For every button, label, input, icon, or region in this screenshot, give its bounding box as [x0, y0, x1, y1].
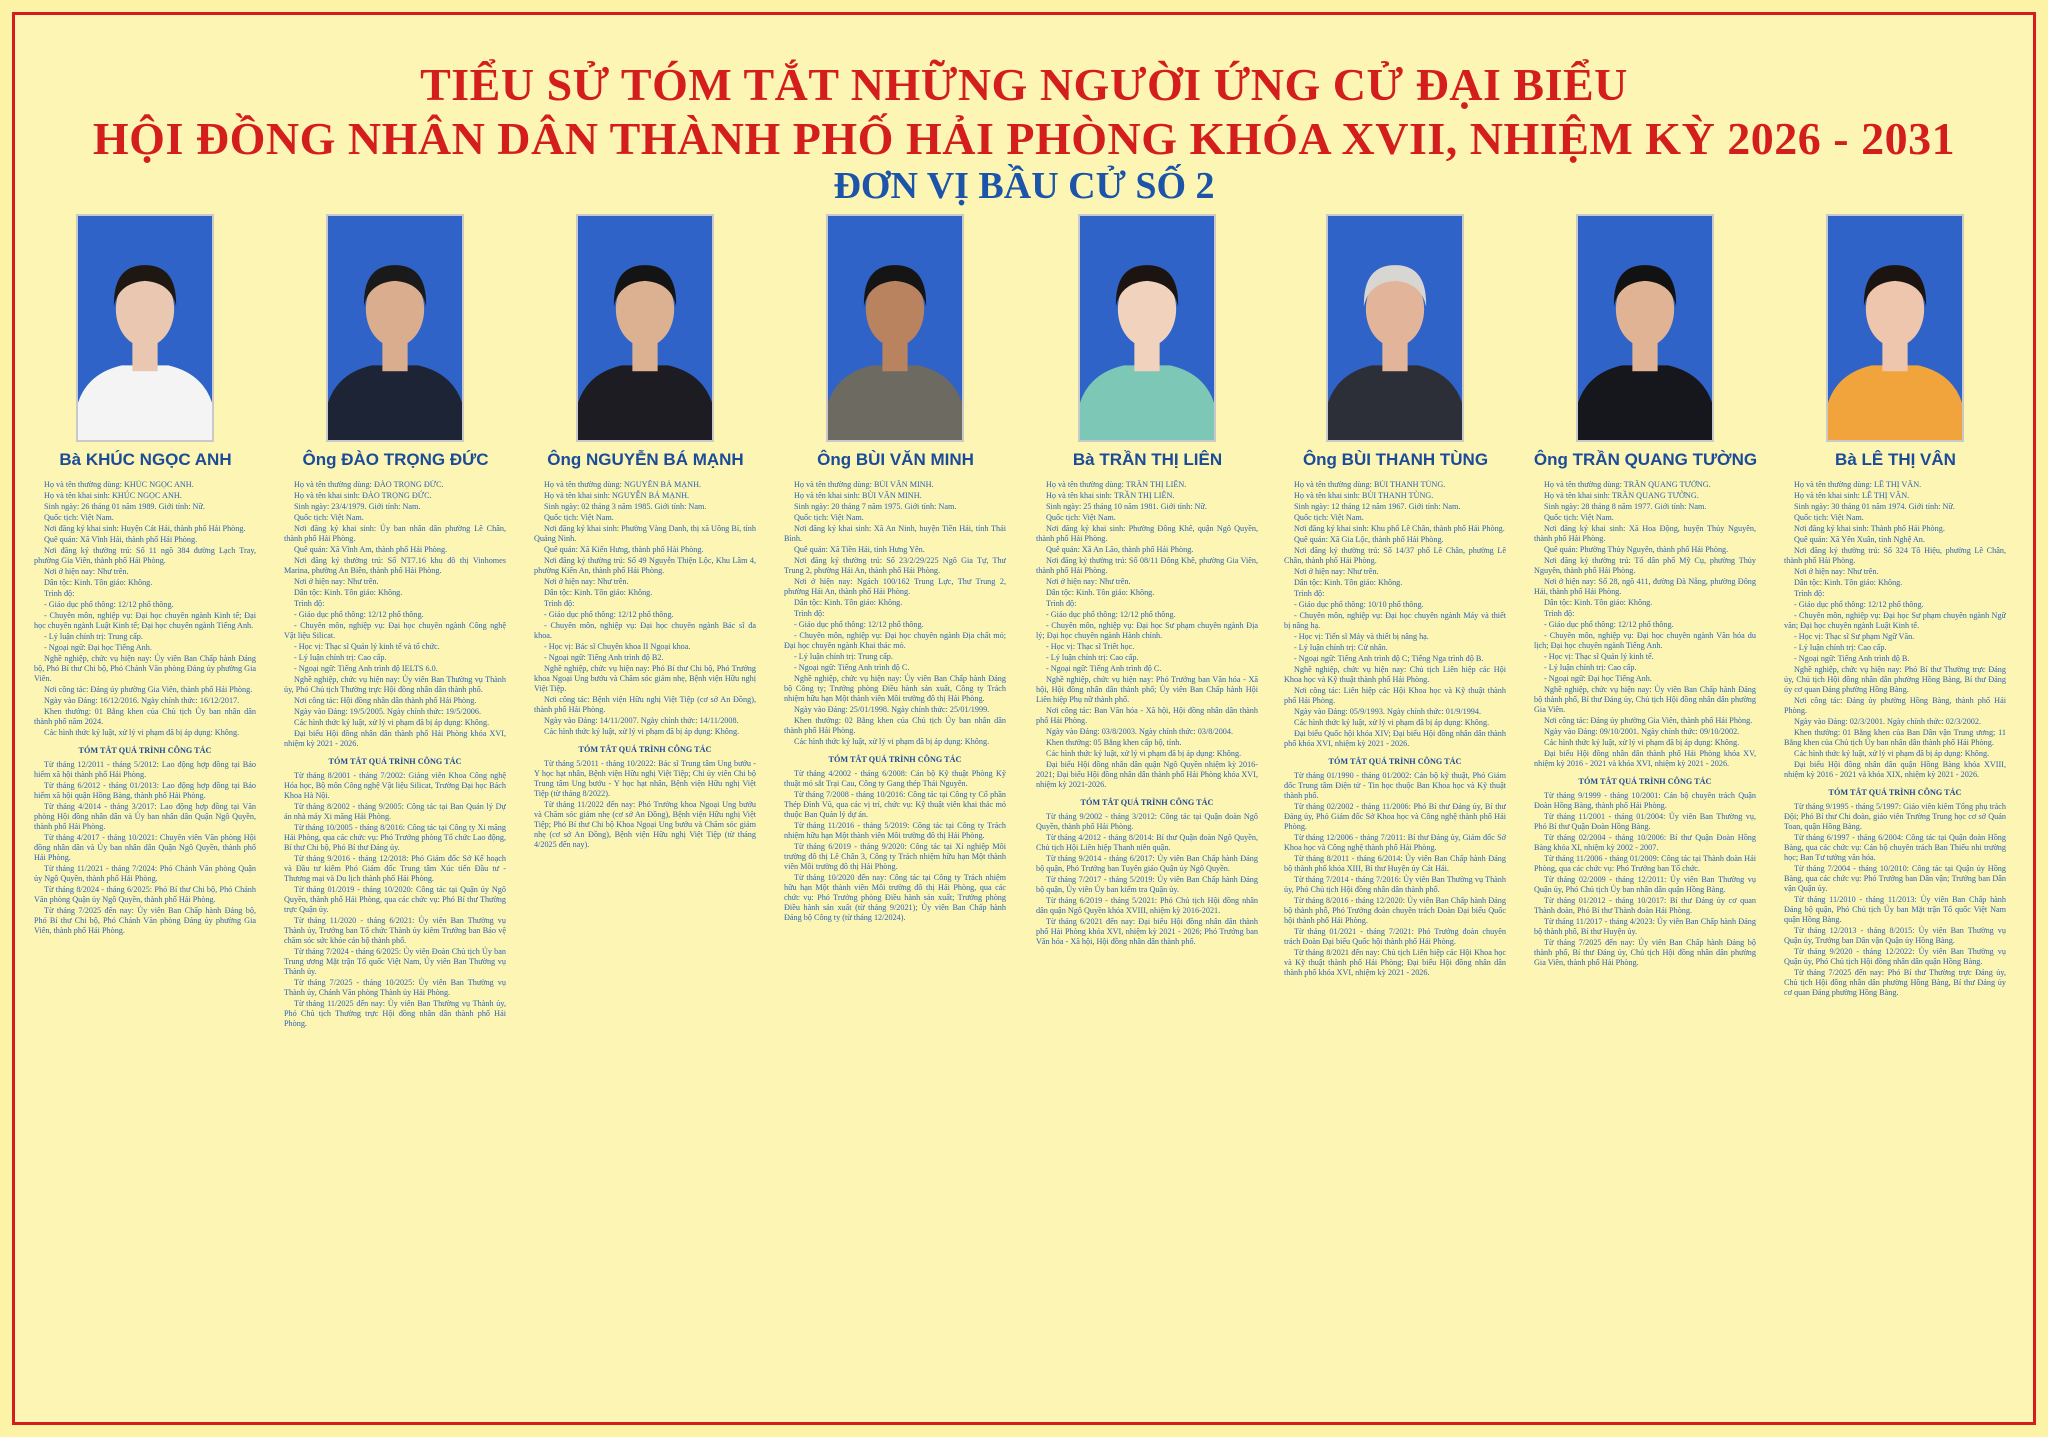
bio-line: Quê quán: Xã Gia Lộc, thành phố Hải Phòng.	[1294, 535, 1444, 544]
bio-line: - Giáo dục phổ thông: 12/12 phổ thông.	[1046, 610, 1176, 619]
bio-line: Quê quán: Xã An Lão, thành phố Hải Phòng.	[1046, 545, 1194, 554]
bio-line: Các hình thức kỷ luật, xử lý vi phạm đã bị áp dụng: Không.	[294, 718, 490, 727]
career-entry: Từ tháng 4/2017 - tháng 10/2021: Chuyên viên Văn phòng Hội đồng nhân dân và Ủy ban nhân dân Quận Ngô Quyền, thành phố Hải Phòng.	[34, 833, 256, 862]
candidate-column	[278, 210, 506, 1420]
bio-line: Nơi công tác: Ban Văn hóa - Xã hội, Hội đồng nhân dân thành phố Hải Phòng.	[1036, 706, 1258, 725]
bio-line: Quốc tịch: Việt Nam.	[44, 513, 114, 522]
career-heading: TÓM TẮT QUÁ TRÌNH CÔNG TÁC	[328, 757, 462, 766]
bio-line: - Lý luận chính trị: Cử nhân.	[1294, 643, 1388, 652]
bio-line: Khen thưởng: 01 Bằng khen của Chủ tịch Ủy ban nhân dân thành phố năm 2024.	[34, 707, 256, 726]
bio-line: Quốc tịch: Việt Nam.	[1294, 513, 1364, 522]
bio-line: Họ và tên khai sinh: KHÚC NGỌC ANH.	[44, 491, 182, 500]
bio-line: Ngày vào Đảng: 19/5/2005. Ngày chính thức: 19/5/2006.	[294, 707, 482, 716]
bio-line: Đại biểu Hội đồng nhân dân quận Hồng Bàng khóa XVIII, nhiệm kỳ 2016 - 2021 và khóa XIX, nhiệm kỳ 2021 - 2026.	[1784, 760, 2006, 779]
candidate-bio	[1036, 480, 1258, 1410]
bio-line: Nơi đăng ký thường trú: Số 23/2/29/225 Ngô Gia Tự, Thư Trung 2, phường Hải An, thành phố Hải Phòng.	[784, 556, 1006, 575]
career-entry: Từ tháng 4/2002 - tháng 6/2008: Cán bộ Kỹ thuật Phòng Kỹ thuật mỏ sắt Trại Cau, Công ty Gang thép Thái Nguyên.	[784, 769, 1006, 788]
bio-line: Các hình thức kỷ luật, xử lý vi phạm đã bị áp dụng: Không.	[794, 737, 990, 746]
bio-line: Các hình thức kỷ luật, xử lý vi phạm đã bị áp dụng: Không.	[1294, 718, 1490, 727]
career-entry: Từ tháng 6/2021 đến nay: Đại biểu Hội đồng nhân dân thành phố Hải Phòng khóa XVI, nhiệm kỳ 2021 - 2026; Phó Trưởng ban Văn hóa - Xã hội, Hội đồng nhân dân thành phố.	[1036, 917, 1258, 946]
bio-line: Quê quán: Xã Vĩnh Hải, thành phố Hải Phòng.	[44, 535, 198, 544]
bio-line: Dân tộc: Kinh. Tôn giáo: Không.	[1294, 578, 1403, 587]
career-entry: Từ tháng 11/2017 - tháng 4/2023: Ủy viên Ban Chấp hành Đảng bộ thành phố, Bí thư Huyện ủy.	[1534, 917, 1756, 936]
bio-line: Quốc tịch: Việt Nam.	[794, 513, 864, 522]
career-entry: Từ tháng 11/2010 - tháng 11/2013: Ủy viên Ban Chấp hành Đảng bộ quận, Phó Chủ tịch Ủy ban Mặt trận Tổ quốc Việt Nam quận Hồng Bàng.	[1784, 895, 2006, 924]
bio-line: Nơi đăng ký khai sinh: Phường Đông Khê, quận Ngô Quyền, thành phố Hải Phòng.	[1036, 524, 1258, 543]
bio-line: Dân tộc: Kinh. Tôn giáo: Không.	[44, 578, 153, 587]
career-entry: Từ tháng 9/2020 - tháng 12/2022: Ủy viên Ban Thường vụ Quận ủy, Phó Chủ tịch Hội đồng nhân dân quận Hồng Bàng.	[1784, 947, 2006, 966]
bio-line: Ngày vào Đảng: 14/11/2007. Ngày chính thức: 14/11/2008.	[544, 716, 739, 725]
bio-line: Sinh ngày: 02 tháng 3 năm 1985. Giới tính: Nam.	[544, 502, 707, 511]
candidate-portrait	[576, 214, 714, 442]
bio-line: Nơi đăng ký khai sinh: Phường Vàng Danh, thị xã Uông Bí, tỉnh Quảng Ninh.	[534, 524, 756, 543]
bio-line: Nơi đăng ký thường trú: Số 14/37 phố Lê Chân, phường Lê Chân, thành phố Hải Phòng.	[1284, 546, 1506, 565]
candidate-bio	[34, 480, 256, 1410]
career-entry: Từ tháng 8/2024 - tháng 6/2025: Phó Bí thư Chi bộ, Phó Chánh Văn phòng Quận ủy Ngô Quyền, thành phố Hải Phòng.	[34, 885, 256, 904]
career-entry: Từ tháng 9/1995 - tháng 5/1997: Giáo viên kiêm Tổng phụ trách Đội; Phó Bí thư Chi đoàn, giáo viên Trường Trung học cơ sở Quán Toan, quận Hồng Bàng.	[1784, 802, 2006, 831]
career-entry: Từ tháng 11/2016 - tháng 5/2019: Công tác tại Công ty Trách nhiệm hữu hạn Một thành viên Môi trường đô thị Hải Phòng.	[784, 821, 1006, 840]
bio-line: Ngày vào Đảng: 02/3/2001. Ngày chính thức: 02/3/2002.	[1794, 717, 1982, 726]
career-entry: Từ tháng 12/2006 - tháng 7/2011: Bí thư Đảng ủy, Giám đốc Sở Khoa học và Công nghệ thành phố Hải Phòng.	[1284, 833, 1506, 852]
bio-line: - Chuyên môn, nghiệp vụ: Đại học chuyên ngành Máy và thiết bị nâng hạ.	[1284, 611, 1506, 630]
bio-line: Đại biểu Hội đồng nhân dân thành phố Hải Phòng khóa XVI, nhiệm kỳ 2021 - 2026.	[284, 729, 506, 748]
bio-line: - Lý luận chính trị: Trung cấp.	[794, 652, 893, 661]
candidate-column	[28, 210, 256, 1420]
bio-line: Quê quán: Xã Yên Xuân, tỉnh Nghệ An.	[1794, 535, 1925, 544]
bio-line: - Giáo dục phổ thông: 10/10 phổ thông.	[1294, 600, 1424, 609]
career-heading: TÓM TẮT QUÁ TRÌNH CÔNG TÁC	[828, 755, 962, 764]
bio-line: - Giáo dục phổ thông: 12/12 phổ thông.	[1794, 600, 1924, 609]
bio-line: Dân tộc: Kinh. Tôn giáo: Không.	[1544, 598, 1653, 607]
career-entry: Từ tháng 11/2022 đến nay: Phó Trưởng khoa Ngoại Ung bướu và Chăm sóc giảm nhẹ (cơ sở An Đồng), Bệnh viện Hữu nghị Việt Tiệp; Phó Bí thư Chi bộ Khoa Ngoại Ung bướu và Chăm sóc giảm nhẹ (cơ sở An Đồng), Bệnh viện Hữu nghị Việt Tiệp (từ tháng 4/2025 đến nay).	[534, 800, 756, 849]
bio-line: Họ và tên thường dùng: NGUYỄN BÁ MẠNH.	[544, 480, 702, 489]
candidate-portrait	[826, 214, 964, 442]
bio-line: Nơi đăng ký khai sinh: Ủy ban nhân dân phường Lê Chân, thành phố Hải Phòng.	[284, 524, 506, 543]
bio-line: Ngày vào Đảng: 25/01/1998. Ngày chính thức: 25/01/1999.	[794, 705, 990, 714]
candidate-bio	[1284, 480, 1506, 1410]
bio-line: Nơi đăng ký thường trú: Số 11 ngõ 384 đường Lạch Tray, phường Gia Viên, thành phố Hải Phòng.	[34, 546, 256, 565]
bio-line: Dân tộc: Kinh. Tôn giáo: Không.	[794, 598, 903, 607]
bio-line: Họ và tên thường dùng: BÙI VĂN MINH.	[794, 480, 934, 489]
career-entry: Từ tháng 8/2021 đến nay: Chủ tịch Liên hiệp các Hội Khoa học và Kỹ thuật thành phố Hải Phòng; Đại biểu Hội đồng nhân dân thành phố khóa XVI, nhiệm kỳ 2021 - 2026.	[1284, 948, 1506, 977]
candidate-portrait	[1826, 214, 1964, 442]
bio-line: Họ và tên khai sinh: ĐÀO TRỌNG ĐỨC.	[294, 491, 432, 500]
career-entry: Từ tháng 02/2009 - tháng 12/2011: Ủy viên Ban Thường vụ Quận ủy, Phó Chủ tịch Ủy ban nhân dân quận Hồng Bàng.	[1534, 875, 1756, 894]
bio-line: Trình độ:	[1294, 589, 1325, 598]
bio-line: Quê quán: Xã Vĩnh Am, thành phố Hải Phòng.	[294, 545, 448, 554]
bio-line: - Học vị: Thạc sĩ Triết học.	[1046, 642, 1135, 651]
bio-line: - Chuyên môn, nghiệp vụ: Đại học chuyên ngành Bác sĩ đa khoa.	[534, 621, 756, 640]
career-entry: Từ tháng 11/2006 - tháng 01/2009: Công tác tại Thành đoàn Hải Phòng, qua các chức vụ: Phó Trưởng ban Tổ chức.	[1534, 854, 1756, 873]
career-entry: Từ tháng 8/2002 - tháng 9/2005: Công tác tại Ban Quản lý Dự án nhà máy Xi măng Hải Phòng.	[284, 802, 506, 821]
bio-line: Nơi ở hiện nay: Như trên.	[294, 577, 379, 586]
career-entry: Từ tháng 9/2002 - tháng 3/2012: Công tác tại Quận đoàn Ngô Quyền, thành phố Hải Phòng.	[1036, 812, 1258, 831]
bio-line: Dân tộc: Kinh. Tôn giáo: Không.	[544, 588, 653, 597]
bio-line: Ngày vào Đảng: 03/8/2003. Ngày chính thức: 03/8/2004.	[1046, 727, 1234, 736]
bio-line: - Chuyên môn, nghiệp vụ: Đại học Sư phạm chuyên ngành Địa lý; Đại học chuyên ngành Hành chính.	[1036, 621, 1258, 640]
bio-line: Họ và tên khai sinh: NGUYỄN BÁ MẠNH.	[544, 491, 690, 500]
bio-line: Họ và tên thường dùng: LÊ THỊ VÂN.	[1794, 480, 1922, 489]
bio-line: - Chuyên môn, nghiệp vụ: Đại học Sư phạm chuyên ngành Ngữ văn; Đại học chuyên ngành Luật Kinh tế.	[1784, 611, 2006, 630]
career-entry: Từ tháng 5/2011 - tháng 10/2022: Bác sĩ Trung tâm Ung bướu - Y học hạt nhân, Bệnh viện Hữu nghị Việt Tiệp; Chi ủy viên Chi bộ Trung tâm Ung bướu - Y học hạt nhân, Bệnh viện Hữu nghị Việt Tiệp (từ tháng 8/2022).	[534, 759, 756, 798]
bio-line: Quê quán: Phường Thủy Nguyên, thành phố Hải Phòng.	[1544, 545, 1729, 554]
bio-line: Họ và tên khai sinh: BÙI THANH TÙNG.	[1294, 491, 1434, 500]
bio-line: Ngày vào Đảng: 05/9/1993. Ngày chính thức: 01/9/1994.	[1294, 707, 1482, 716]
career-entry: Từ tháng 11/2021 - tháng 7/2024: Phó Chánh Văn phòng Quận ủy Ngô Quyền, thành phố Hải Phòng.	[34, 864, 256, 883]
career-heading: TÓM TẮT QUÁ TRÌNH CÔNG TÁC	[1080, 798, 1214, 807]
bio-line: Dân tộc: Kinh. Tôn giáo: Không.	[1046, 588, 1155, 597]
candidate-column	[1030, 210, 1258, 1420]
candidate-column	[1278, 210, 1506, 1420]
career-entry: Từ tháng 10/2020 đến nay: Công tác tại Công ty Trách nhiệm hữu hạn Một thành viên Môi trường đô thị Hải Phòng, qua các chức vụ: Phó Trưởng phòng Điều hành sản xuất; Trưởng phòng Điều hành sản xuất (từ tháng 9/2021); Ủy viên Ban Chấp hành Đảng bộ Công ty (từ tháng 12/2024).	[784, 873, 1006, 922]
bio-line: Khen thưởng: 01 Bằng khen của Ban Dân vận Trung ương; 11 Bằng khen của Chủ tịch Ủy ban nhân dân thành phố Hải Phòng.	[1784, 728, 2006, 747]
bio-line: - Ngoại ngữ: Đại học Tiếng Anh.	[1544, 674, 1652, 683]
career-entry: Từ tháng 11/2020 - tháng 6/2021: Ủy viên Ban Thường vụ Thành ủy, Trưởng ban Tổ chức Thành ủy kiêm Trưởng ban Bảo vệ chăm sóc sức khỏe cán bộ thành phố.	[284, 916, 506, 945]
bio-line: - Học vị: Tiến sĩ Máy và thiết bị nâng hạ.	[1294, 632, 1429, 641]
bio-line: Nơi công tác: Đảng ủy phường Gia Viên, thành phố Hải Phòng.	[1544, 716, 1753, 725]
poster-subtitle: ĐƠN VỊ BẦU CỬ SỐ 2	[833, 165, 1215, 207]
career-entry: Từ tháng 6/2012 - tháng 01/2013: Lao động hợp đồng tại Bảo hiểm xã hội quận Hồng Bàng, thành phố Hải Phòng.	[34, 781, 256, 800]
bio-line: Sinh ngày: 30 tháng 01 năm 1974. Giới tính: Nữ.	[1794, 502, 1955, 511]
bio-line: Sinh ngày: 20 tháng 7 năm 1975. Giới tính: Nam.	[794, 502, 957, 511]
candidate-column	[528, 210, 756, 1420]
career-entry: Từ tháng 7/2025 đến nay: Ủy viên Ban Chấp hành Đảng bộ, Phó Bí thư Chi bộ, Phó Chánh Văn phòng Đảng ủy phường Gia Viên, thành phố Hải Phòng.	[34, 906, 256, 935]
career-entry: Từ tháng 7/2025 đến nay: Phó Bí thư Thường trực Đảng ủy, Chủ tịch Hội đồng nhân dân phường Hồng Bàng, Bí thư Đảng ủy cơ quan Đảng phường Hồng Bàng.	[1784, 968, 2006, 997]
bio-line: Nơi ở hiện nay: Số 28, ngõ 411, đường Đà Nẵng, phường Đông Hải, thành phố Hải Phòng.	[1534, 577, 1756, 596]
bio-line: Nơi ở hiện nay: Như trên.	[44, 567, 129, 576]
bio-line: Nơi ở hiện nay: Như trên.	[1046, 577, 1131, 586]
career-entry: Từ tháng 11/2025 đến nay: Ủy viên Ban Thường vụ Thành ủy, Phó Chủ tịch Thường trực Hội đồng nhân dân thành phố Hải Phòng.	[284, 999, 506, 1028]
bio-line: Các hình thức kỷ luật, xử lý vi phạm đã bị áp dụng: Không.	[1046, 749, 1242, 758]
bio-line: Đại biểu Hội đồng nhân dân thành phố Hải Phòng khóa XV, nhiệm kỳ 2016 - 2021 và khóa XVI, nhiệm kỳ 2021 - 2026.	[1534, 749, 1756, 768]
bio-line: Quốc tịch: Việt Nam.	[1794, 513, 1864, 522]
poster-title-line-1: TIỂU SỬ TÓM TẮT NHỮNG NGƯỜI ỨNG CỬ ĐẠI BIỂU	[420, 59, 1628, 110]
candidate-column	[778, 210, 1006, 1420]
candidate-column	[1778, 210, 2006, 1420]
career-entry: Từ tháng 12/2011 - tháng 5/2012: Lao động hợp đồng tại Bảo hiểm xã hội thành phố Hải Phòng.	[34, 760, 256, 779]
bio-line: - Ngoại ngữ: Tiếng Anh trình độ C.	[794, 663, 910, 672]
career-entry: Từ tháng 7/2014 - tháng 7/2016: Ủy viên Ban Thường vụ Thành ủy, Phó Chủ tịch Hội đồng nhân dân thành phố.	[1284, 875, 1506, 894]
bio-line: Các hình thức kỷ luật, xử lý vi phạm đã bị áp dụng: Không.	[1544, 738, 1740, 747]
career-heading: TÓM TẮT QUÁ TRÌNH CÔNG TÁC	[1328, 757, 1462, 766]
bio-line: - Lý luận chính trị: Cao cấp.	[1794, 643, 1887, 652]
bio-line: - Ngoại ngữ: Tiếng Anh trình độ C.	[1046, 664, 1162, 673]
bio-line: - Học vị: Thạc sĩ Quản lý kinh tế và tổ chức.	[294, 642, 440, 651]
bio-line: Nghề nghiệp, chức vụ hiện nay: Ủy viên Ban Chấp hành Đảng bộ, Phó Bí thư Chi bộ, Phó Chánh Văn phòng Đảng ủy phường Gia Viên.	[34, 654, 256, 683]
career-entry: Từ tháng 6/2019 - tháng 9/2020: Công tác tại Xí nghiệp Môi trường đô thị Lê Chân 3, Công ty Trách nhiệm hữu hạn Một thành viên Môi trường đô thị Hải Phòng.	[784, 842, 1006, 871]
candidate-bio	[1784, 480, 2006, 1410]
bio-line: - Ngoại ngữ: Tiếng Anh trình độ C; Tiếng Nga trình độ B.	[1294, 654, 1484, 663]
bio-line: Nơi công tác: Đảng ủy phường Hồng Bàng, thành phố Hải Phòng.	[1784, 696, 2006, 715]
bio-line: Sinh ngày: 25 tháng 10 năm 1981. Giới tính: Nữ.	[1046, 502, 1207, 511]
candidate-name: Ông BÙI THANH TÙNG	[1302, 450, 1489, 469]
career-entry: Từ tháng 7/2004 - tháng 10/2010: Công tác tại Quận ủy Hồng Bàng, qua các chức vụ: Phó Trưởng ban Dân vận; Trưởng ban Dân vận Quận ủy.	[1784, 864, 2006, 893]
bio-line: Nơi công tác: Đảng ủy phường Gia Viên, thành phố Hải Phòng.	[44, 685, 253, 694]
bio-line: - Giáo dục phổ thông: 12/12 phổ thông.	[1544, 620, 1674, 629]
bio-line: Nơi đăng ký khai sinh: Xã Hoa Động, huyện Thủy Nguyên, thành phố Hải Phòng.	[1534, 524, 1756, 543]
bio-line: Họ và tên khai sinh: BÙI VĂN MINH.	[794, 491, 922, 500]
career-entry: Từ tháng 7/2008 - tháng 10/2016: Công tác tại Công ty Cổ phần Thép Đình Vũ, qua các vị trí, chức vụ: Kỹ thuật viên khai thác mỏ thuộc Ban Quản lý dự án.	[784, 790, 1006, 819]
candidate-name: Bà TRẦN THỊ LIÊN	[1072, 450, 1223, 469]
candidate-name: Ông ĐÀO TRỌNG ĐỨC	[302, 450, 489, 469]
candidate-name: Ông NGUYỄN BÁ MẠNH	[547, 450, 744, 469]
bio-line: Đại biểu Hội đồng nhân dân quận Ngô Quyền nhiệm kỳ 2016-2021; Đại biểu Hội đồng nhân dân thành phố Hải Phòng khóa XVI, nhiệm kỳ 2021-2026.	[1036, 760, 1258, 789]
career-entry: Từ tháng 8/2001 - tháng 7/2002: Giảng viên Khoa Công nghệ Hóa học, Bộ môn Công nghệ Vật liệu Silicat, Trường Đại học Bách Khoa Hà Nội.	[284, 771, 506, 800]
bio-line: Nghề nghiệp, chức vụ hiện nay: Ủy viên Ban Thường vụ Thành ủy, Phó Chủ tịch Thường trực Hội đồng nhân dân thành phố.	[284, 675, 506, 694]
bio-line: Nơi đăng ký khai sinh: Huyện Cát Hải, thành phố Hải Phòng.	[44, 524, 246, 533]
bio-line: - Chuyên môn, nghiệp vụ: Đại học chuyên ngành Kinh tế; Đại học chuyên ngành Luật Kinh tế; Đại học chuyên ngành Tiếng Anh.	[34, 611, 256, 630]
bio-line: - Giáo dục phổ thông: 12/12 phổ thông.	[294, 610, 424, 619]
candidate-bio	[1534, 480, 1756, 1410]
bio-line: Dân tộc: Kinh. Tôn giáo: Không.	[294, 588, 403, 597]
bio-line: Họ và tên thường dùng: TRẦN THỊ LIÊN.	[1046, 480, 1187, 489]
bio-line: Đại biểu Quốc hội khóa XIV; Đại biểu Hội đồng nhân dân thành phố khóa XVI, nhiệm kỳ 2021 - 2026.	[1284, 729, 1506, 748]
bio-line: Họ và tên thường dùng: ĐÀO TRỌNG ĐỨC.	[294, 480, 444, 489]
bio-line: Các hình thức kỷ luật, xử lý vi phạm đã bị áp dụng: Không.	[1794, 749, 1990, 758]
bio-line: - Giáo dục phổ thông: 12/12 phổ thông.	[44, 600, 174, 609]
bio-line: Quốc tịch: Việt Nam.	[294, 513, 364, 522]
bio-line: Trình độ:	[794, 609, 825, 618]
bio-line: - Ngoại ngữ: Đại học Tiếng Anh.	[44, 643, 152, 652]
bio-line: Họ và tên thường dùng: BÙI THANH TÙNG.	[1294, 480, 1446, 489]
bio-line: - Giáo dục phổ thông: 12/12 phổ thông.	[794, 620, 924, 629]
bio-line: Nơi ở hiện nay: Như trên.	[1794, 567, 1879, 576]
bio-line: Quốc tịch: Việt Nam.	[1046, 513, 1116, 522]
bio-line: Dân tộc: Kinh. Tôn giáo: Không.	[1794, 578, 1903, 587]
bio-line: - Lý luận chính trị: Cao cấp.	[1544, 663, 1637, 672]
poster-title-line-2: HỘI ĐỒNG NHÂN DÂN THÀNH PHỐ HẢI PHÒNG KHÓA XVII, NHIỆM KỲ 2026 - 2031	[92, 113, 1956, 164]
career-entry: Từ tháng 6/2019 - tháng 5/2021: Phó Chủ tịch Hội đồng nhân dân quận Ngô Quyền khóa XVIII, nhiệm kỳ 2016-2021.	[1036, 896, 1258, 915]
bio-line: - Chuyên môn, nghiệp vụ: Đại học chuyên ngành Địa chất mỏ; Đại học chuyên ngành Khai thác mỏ.	[784, 631, 1006, 650]
career-heading: TÓM TẮT QUÁ TRÌNH CÔNG TÁC	[578, 745, 712, 754]
candidate-portrait	[1078, 214, 1216, 442]
bio-line: Họ và tên thường dùng: TRẦN QUANG TƯỜNG.	[1544, 480, 1711, 489]
bio-line: Nghề nghiệp, chức vụ hiện nay: Chủ tịch Liên hiệp các Hội Khoa học và Kỹ thuật thành phố Hải Phòng.	[1284, 665, 1506, 684]
bio-line: Nghề nghiệp, chức vụ hiện nay: Phó Trưởng ban Văn hóa - Xã hội, Hội đồng nhân dân thành phố; Ủy viên Ban Chấp hành Hội Liên hiệp Phụ nữ thành phố.	[1036, 675, 1258, 704]
career-entry: Từ tháng 02/2002 - tháng 11/2006: Phó Bí thư Đảng ủy, Bí thư Đảng ủy, Phó Giám đốc Sở Khoa học và Công nghệ thành phố Hải Phòng.	[1284, 802, 1506, 831]
bio-line: Nơi đăng ký thường trú: Số 324 Tô Hiệu, phường Lê Chân, thành phố Hải Phòng.	[1784, 546, 2006, 565]
bio-line: Khen thưởng: 05 Bằng khen cấp bộ, tỉnh.	[1046, 738, 1182, 747]
bio-line: - Ngoại ngữ: Tiếng Anh trình độ IELTS 6.0.	[294, 664, 438, 673]
bio-line: Nơi đăng ký khai sinh: Thành phố Hải Phòng.	[1794, 524, 1945, 533]
career-entry: Từ tháng 9/2014 - tháng 6/2017: Ủy viên Ban Chấp hành Đảng bộ quận, Phó Trưởng ban Tuyên giáo Quận ủy Ngô Quyền.	[1036, 854, 1258, 873]
bio-line: - Học vị: Bác sĩ Chuyên khoa II Ngoại khoa.	[544, 642, 691, 651]
candidate-name: Ông TRẦN QUANG TƯỜNG	[1533, 450, 1758, 469]
candidate-bio	[534, 480, 756, 1410]
bio-line: Nơi đăng ký thường trú: Số 08/11 Đông Khê, phường Gia Viên, thành phố Hải Phòng.	[1036, 556, 1258, 575]
bio-line: Quê quán: Xã Kiến Hưng, thành phố Hải Phòng.	[544, 545, 704, 554]
bio-line: - Ngoại ngữ: Tiếng Anh trình độ B2.	[544, 653, 664, 662]
bio-line: Trình độ:	[1544, 609, 1575, 618]
bio-line: Nơi ở hiện nay: Ngách 100/162 Trung Lực, Thư Trung 2, phường Hải An, thành phố Hải Phòng.	[784, 577, 1006, 596]
bio-line: - Học vị: Thạc sĩ Quản lý kinh tế.	[1544, 652, 1654, 661]
bio-line: Nơi công tác: Liên hiệp các Hội Khoa học và Kỹ thuật thành phố Hải Phòng.	[1284, 686, 1506, 705]
career-entry: Từ tháng 4/2014 - tháng 3/2017: Lao động hợp đồng tại Văn phòng Hội đồng nhân dân và Ủy ban nhân dân Quận Ngô Quyền, thành phố Hải Phòng.	[34, 802, 256, 831]
career-heading: TÓM TẮT QUÁ TRÌNH CÔNG TÁC	[78, 746, 212, 755]
candidate-portrait	[1576, 214, 1714, 442]
career-entry: Từ tháng 7/2017 - tháng 5/2019: Ủy viên Ban Chấp hành Đảng bộ quận, Ủy viên Ủy ban kiểm tra Quận ủy.	[1036, 875, 1258, 894]
bio-line: Sinh ngày: 28 tháng 8 năm 1977. Giới tính: Nam.	[1544, 502, 1707, 511]
bio-line: Ngày vào Đảng: 16/12/2016. Ngày chính thức: 16/12/2017.	[44, 696, 240, 705]
candidate-name: Bà LÊ THỊ VÂN	[1835, 450, 1956, 469]
candidate-bio	[784, 480, 1006, 1410]
candidate-portrait	[326, 214, 464, 442]
candidate-bio	[284, 480, 506, 1410]
bio-line: Quốc tịch: Việt Nam.	[544, 513, 614, 522]
bio-line: Nơi công tác: Bệnh viện Hữu nghị Việt Tiệp (cơ sở An Đồng), thành phố Hải Phòng.	[534, 695, 756, 714]
career-entry: Từ tháng 01/2019 - tháng 10/2020: Công tác tại Quận ủy Ngô Quyền, thành phố Hải Phòng, qua các chức vụ: Phó Bí thư Thường trực Quận ủy.	[284, 885, 506, 914]
career-entry: Từ tháng 7/2025 - tháng 10/2025: Ủy viên Ban Thường vụ Thành ủy, Chánh Văn phòng Thành ủy Hải Phòng.	[284, 978, 506, 997]
bio-line: Nghề nghiệp, chức vụ hiện nay: Ủy viên Ban Chấp hành Đảng bộ thành phố, Bí thư Đảng ủy, Chủ tịch Hội đồng nhân dân phường Gia Viên.	[1534, 685, 1756, 714]
bio-line: Nơi ở hiện nay: Như trên.	[1294, 567, 1379, 576]
career-entry: Từ tháng 01/2021 - tháng 7/2021: Phó Trưởng đoàn chuyên trách Đoàn Đại biểu Quốc hội thành phố Hải Phòng.	[1284, 927, 1506, 946]
career-entry: Từ tháng 7/2025 đến nay: Ủy viên Ban Chấp hành Đảng bộ thành phố, Bí thư Đảng ủy, Chủ tịch Hội đồng nhân dân phường Gia Viên, thành phố Hải Phòng.	[1534, 938, 1756, 967]
bio-line: Trình độ:	[1794, 589, 1825, 598]
bio-line: - Ngoại ngữ: Tiếng Anh trình độ B.	[1794, 654, 1910, 663]
bio-line: - Lý luận chính trị: Trung cấp.	[44, 632, 143, 641]
bio-line: Quê quán: Xã Tiền Hải, tỉnh Hưng Yên.	[794, 545, 925, 554]
bio-line: Sinh ngày: 12 tháng 12 năm 1967. Giới tính: Nam.	[1294, 502, 1461, 511]
bio-line: Trình độ:	[1046, 599, 1077, 608]
career-heading: TÓM TẮT QUÁ TRÌNH CÔNG TÁC	[1578, 777, 1712, 786]
bio-line: Các hình thức kỷ luật, xử lý vi phạm đã bị áp dụng: Không.	[544, 727, 740, 736]
bio-line: Nơi đăng ký khai sinh: Khu phố Lê Chân, thành phố Hải Phòng.	[1294, 524, 1505, 533]
career-entry: Từ tháng 02/2004 - tháng 10/2006: Bí thư Quận Đoàn Hồng Bàng khóa XI, nhiệm kỳ 2002 - 2007.	[1534, 833, 1756, 852]
career-entry: Từ tháng 01/1990 - tháng 01/2002: Cán bộ kỹ thuật, Phó Giám đốc Trung tâm Điện tử - Tin học thuộc Ban Khoa học và Kỹ thuật thành phố.	[1284, 771, 1506, 800]
bio-line: Nơi đăng ký thường trú: Số NT7.16 khu đô thị Vinhomes Marina, phường An Biên, thành phố Hải Phòng.	[284, 556, 506, 575]
career-entry: Từ tháng 9/1999 - tháng 10/2001: Cán bộ chuyên trách Quận Đoàn Hồng Bàng, thành phố Hải Phòng.	[1534, 791, 1756, 810]
bio-line: Trình độ:	[544, 599, 575, 608]
bio-line: Nơi công tác: Hội đồng nhân dân thành phố Hải Phòng.	[294, 696, 477, 705]
career-entry: Từ tháng 8/2016 - tháng 12/2020: Ủy viên Ban Chấp hành Đảng bộ thành phố, Phó Trưởng đoàn chuyên trách Đoàn Đại biểu Quốc hội thành phố Hải Phòng.	[1284, 896, 1506, 925]
career-entry: Từ tháng 7/2024 - tháng 6/2025: Ủy viên Đoàn Chủ tịch Ủy ban Trung ương Mặt trận Tổ quốc Việt Nam, Ủy viên Ban Thường vụ Thành ủy.	[284, 947, 506, 976]
bio-line: Họ và tên khai sinh: LÊ THỊ VÂN.	[1794, 491, 1910, 500]
bio-line: Trình độ:	[44, 589, 75, 598]
bio-line: - Học vị: Thạc sĩ Sư phạm Ngữ Văn.	[1794, 632, 1915, 641]
career-entry: Từ tháng 12/2013 - tháng 8/2015: Ủy viên Ban Thường vụ Quận ủy, Trưởng ban Dân vận Quận ủy Hồng Bàng.	[1784, 926, 2006, 945]
bio-line: - Chuyên môn, nghiệp vụ: Đại học chuyên ngành Công nghệ Vật liệu Silicat.	[284, 621, 506, 640]
bio-line: Nơi đăng ký thường trú: Tổ dân phố Mỹ Cụ, phường Thủy Nguyên, thành phố Hải Phòng.	[1534, 556, 1756, 575]
career-entry: Từ tháng 8/2011 - tháng 6/2014: Ủy viên Ban Chấp hành Đảng bộ thành phố khóa XIII, Bí thư Huyện ủy Cát Hải.	[1284, 854, 1506, 873]
career-heading: TÓM TẮT QUÁ TRÌNH CÔNG TÁC	[1828, 788, 1962, 797]
bio-line: - Chuyên môn, nghiệp vụ: Đại học chuyên ngành Văn hóa du lịch; Đại học chuyên ngành Tiếng Anh.	[1534, 631, 1756, 650]
bio-line: Ngày vào Đảng: 09/10/2001. Ngày chính thức: 09/10/2002.	[1544, 727, 1740, 736]
bio-line: - Giáo dục phổ thông: 12/12 phổ thông.	[544, 610, 674, 619]
bio-line: Các hình thức kỷ luật, xử lý vi phạm đã bị áp dụng: Không.	[44, 728, 240, 737]
bio-line: Trình độ:	[294, 599, 325, 608]
career-entry: Từ tháng 01/2012 - tháng 10/2017: Bí thư Đảng ủy cơ quan Thành đoàn, Phó Bí thư Thành đoàn Hải Phòng.	[1534, 896, 1756, 915]
bio-line: Sinh ngày: 26 tháng 01 năm 1989. Giới tính: Nữ.	[44, 502, 205, 511]
career-entry: Từ tháng 6/1997 - tháng 6/2004: Công tác tại Quận đoàn Hồng Bàng, qua các chức vụ: Cán bộ chuyên trách Ban Thiếu nhi trường học; Ban Tư tưởng văn hóa.	[1784, 833, 2006, 862]
candidate-portrait	[1326, 214, 1464, 442]
bio-line: Nghề nghiệp, chức vụ hiện nay: Ủy viên Ban Chấp hành Đảng bộ Công ty; Trưởng phòng Điều hành sản xuất, Công ty Trách nhiệm hữu hạn Một thành viên Môi trường đô thị Hải Phòng.	[784, 674, 1006, 703]
career-entry: Từ tháng 4/2012 - tháng 8/2014: Bí thư Quận đoàn Ngô Quyền, Chủ tịch Hội Liên hiệp Thanh niên quận.	[1036, 833, 1258, 852]
bio-line: Nơi đăng ký khai sinh: Xã An Ninh, huyện Tiền Hải, tỉnh Thái Bình.	[784, 524, 1006, 543]
bio-line: Khen thưởng: 02 Bằng khen của Chủ tịch Ủy ban nhân dân thành phố Hải Phòng.	[784, 716, 1006, 735]
career-entry: Từ tháng 9/2016 - tháng 12/2018: Phó Giám đốc Sở Kế hoạch và Đầu tư kiêm Phó Giám đốc Trung tâm Xúc tiến Đầu tư - Thương mại và Du lịch thành phố Hải Phòng.	[284, 854, 506, 883]
bio-line: Nơi ở hiện nay: Như trên.	[544, 577, 629, 586]
candidate-column	[1528, 210, 1758, 1420]
bio-line: Nghề nghiệp, chức vụ hiện nay: Phó Bí thư Chi bộ, Phó Trưởng khoa Ngoại Ung bướu và Chăm sóc giảm nhẹ, Bệnh viện Hữu nghị Việt Tiệp.	[534, 664, 756, 693]
bio-line: Nơi đăng ký thường trú: Số 49 Nguyễn Thiện Lộc, Khu Lâm 4, phường Kiến An, thành phố Hải Phòng.	[534, 556, 756, 575]
bio-line: Họ và tên khai sinh: TRẦN QUANG TƯỜNG.	[1544, 491, 1699, 500]
bio-line: - Lý luận chính trị: Cao cấp.	[294, 653, 387, 662]
bio-line: Sinh ngày: 23/4/1979. Giới tính: Nam.	[294, 502, 421, 511]
bio-line: Quốc tịch: Việt Nam.	[1544, 513, 1614, 522]
bio-line: Họ và tên thường dùng: KHÚC NGỌC ANH.	[44, 480, 194, 489]
candidate-name: Bà KHÚC NGỌC ANH	[59, 450, 232, 469]
bio-line: Nghề nghiệp, chức vụ hiện nay: Phó Bí thư Thường trực Đảng ủy, Chủ tịch Hội đồng nhân dân phường Hồng Bàng, Bí thư Đảng ủy cơ quan Đảng phường Hồng Bàng.	[1784, 665, 2006, 694]
career-entry: Từ tháng 11/2001 - tháng 01/2004: Ủy viên Ban Thường vụ, Phó Bí thư Quận Đoàn Hồng Bàng.	[1534, 812, 1756, 831]
bio-line: - Lý luận chính trị: Cao cấp.	[1046, 653, 1139, 662]
candidate-portrait	[76, 214, 214, 442]
candidate-name: Ông BÙI VĂN MINH	[817, 450, 974, 469]
bio-line: Họ và tên khai sinh: TRẦN THỊ LIÊN.	[1046, 491, 1175, 500]
career-entry: Từ tháng 10/2005 - tháng 8/2016: Công tác tại Công ty Xi măng Hải Phòng, qua các chức vụ: Phó Trưởng phòng Tổ chức Lao động, Bí thư Chi bộ, Phó Bí thư Đảng ủy.	[284, 823, 506, 852]
